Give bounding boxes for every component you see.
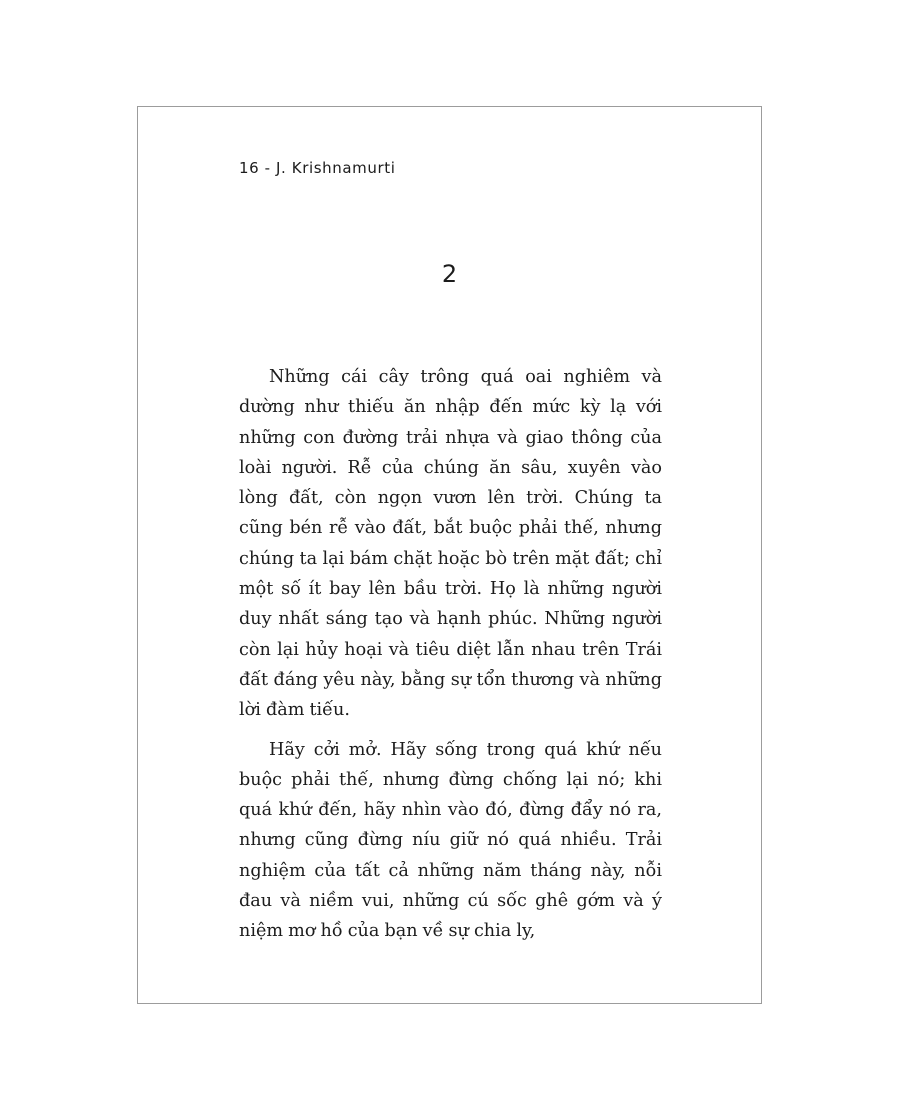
chapter-number: 2 [441, 260, 458, 288]
paragraph-2: Hãy cởi mở. Hãy sống trong quá khứ nếu buộc phải thế, nhưng đừng chống lại nó; khi quá khứ đến, hãy nhìn vào đó, đừng đẩy nó ra, nhưng cũng đừng níu giữ nó quá nhiều. Trải nghiệm của tất cả những năm tháng này, nỗi đau và niềm vui, những cú sốc ghê gớm và ý niệm mơ hồ của bạn về sự chia ly, [239, 739, 662, 942]
body-text [239, 362, 662, 956]
book-page [137, 106, 762, 1004]
running-head: 16 - J. Krishnamurti [239, 159, 396, 177]
paragraph-1: Những cái cây trông quá oai nghiêm và dường như thiếu ăn nhập đến mức kỳ lạ với những con đường trải nhựa và giao thông của loài người. Rễ của chúng ăn sâu, xuyên vào lòng đất, còn ngọn vươn lên trời. Chúng ta cũng bén rễ vào đất, bắt buộc phải thế, nhưng chúng ta lại bám chặt hoặc bò trên mặt đất; chỉ một số ít bay lên bầu trời. Họ là những người duy nhất sáng tạo và hạnh phúc. Những người còn lại hủy hoại và tiêu diệt lẫn nhau trên Trái đất đáng yêu này, bằng sự tổn thương và những lời đàm tiếu. [239, 367, 662, 721]
